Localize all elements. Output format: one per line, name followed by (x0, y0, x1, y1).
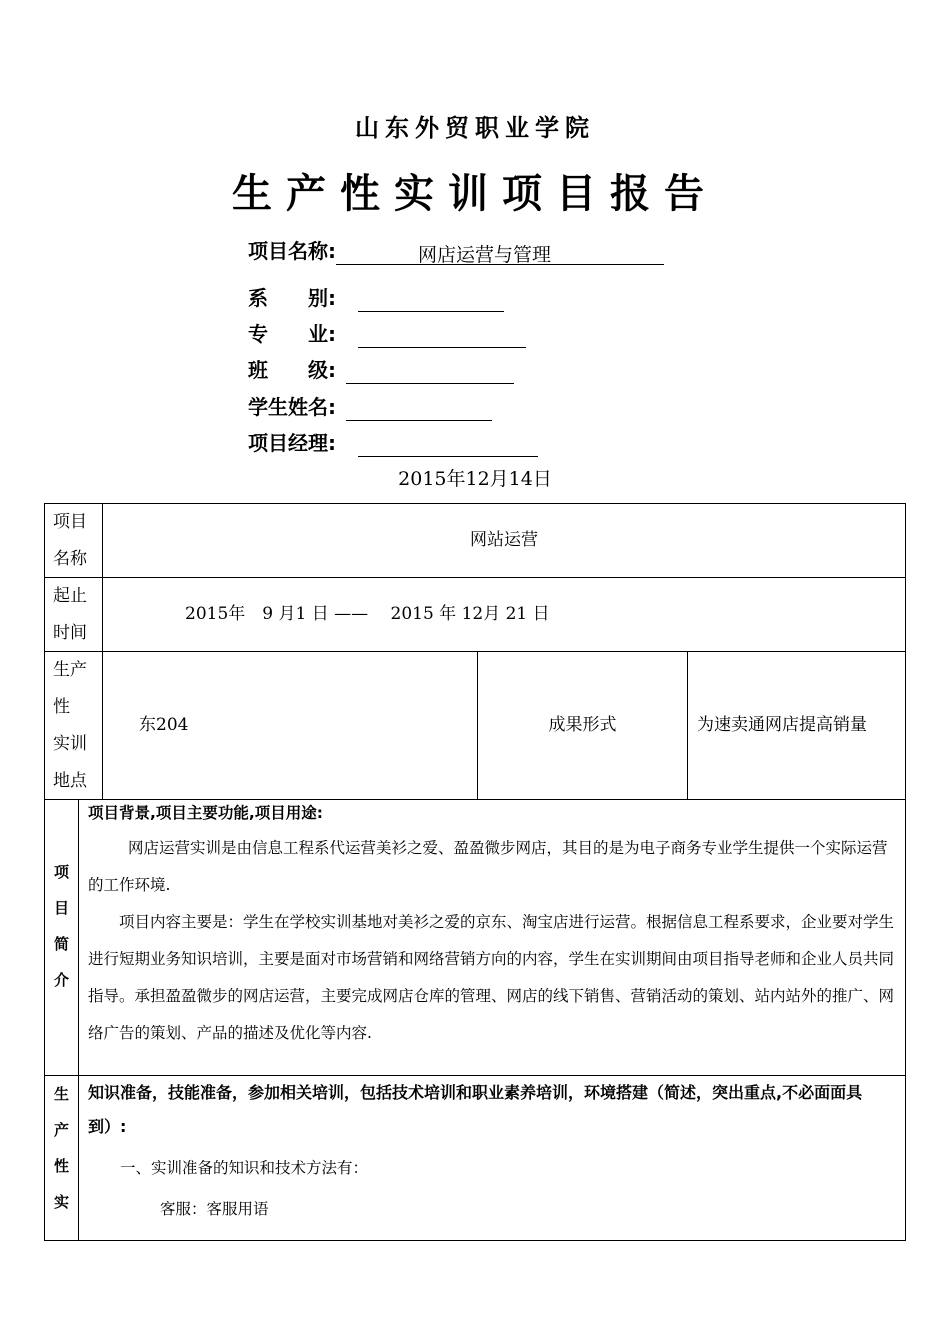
label-line: 名称 (53, 549, 87, 569)
label-char: 目 (53, 899, 69, 917)
field-project-manager (248, 429, 538, 457)
production-content (88, 1076, 898, 1240)
field-value (346, 396, 492, 421)
field-label: 项目名称: (248, 239, 336, 263)
field-label: 系 别: (248, 286, 336, 310)
field-student-name (248, 393, 492, 421)
project-intro-para2: 项目内容主要是：学生在学校实训基地对美衫之爱的京东、淘宝店进行运营。根据信息工程系要求，企业要对学生进行短期业务知识培训，主要是面对市场营销和网络营销方向的内容，学生在实训期间由项目指导老师和企业人员共同指导。承担盈盈微步的网店运营，主要完成网店仓库的管理、网店的线下销售、营销活动的策划、站内站外的推广、网络广告的策划、产品的描述及优化等内容. (88, 913, 895, 1042)
field-label: 班 级: (248, 358, 336, 382)
report-date: 2015年12月14日 (398, 468, 552, 490)
project-table (44, 503, 906, 1241)
field-value (358, 323, 526, 348)
field-major (248, 320, 526, 348)
label-line: 生产 (53, 660, 87, 680)
field-class (248, 356, 514, 384)
project-intro-label (45, 854, 78, 998)
field-label: 学生姓名: (248, 395, 336, 419)
project-name-value: 网站运营 (470, 530, 538, 550)
location-value: 东204 (139, 715, 189, 735)
label-line: 项目 (53, 512, 87, 532)
result-form-value: 为速卖通网店提高销量 (697, 715, 867, 735)
field-value: 网店运营与管理 (336, 241, 664, 265)
label-line: 地点 (53, 771, 87, 791)
label-char: 产 (53, 1121, 69, 1139)
project-name-label (45, 504, 102, 577)
location-label (45, 652, 102, 799)
label-line: 起止 (53, 586, 87, 606)
label-char: 项 (53, 863, 69, 881)
field-value (346, 359, 514, 384)
field-project-name (248, 237, 664, 265)
project-intro-heading: 项目背景,项目主要功能,项目用途: (88, 804, 323, 822)
field-value (358, 287, 504, 312)
result-form-label: 成果形式 (548, 715, 617, 735)
production-heading: 知识准备，技能准备，参加相关培训，包括技术培训和职业素养培训，环境搭建（简述，突出重点,不必面面具到）: (88, 1083, 863, 1136)
label-line: 性 (53, 697, 70, 717)
project-intro-para1: 网店运营实训是由信息工程系代运营美衫之爱、盈盈微步网店，其目的是为电子商务专业学生提供一个实际运营的工作环境. (88, 839, 888, 894)
field-department (248, 284, 504, 312)
label-line: 实训 (53, 734, 87, 754)
label-char: 简 (53, 935, 69, 953)
production-item1: 一、实训准备的知识和技术方法有： (120, 1159, 369, 1177)
production-item2: 客服：客服用语 (160, 1200, 269, 1218)
period-label (45, 578, 102, 651)
label-char: 生 (53, 1085, 69, 1103)
field-label: 专 业: (248, 322, 336, 346)
report-title: 生产性实训项目报告 (232, 171, 718, 217)
school-name: 山东外贸职业学院 (355, 114, 595, 142)
project-intro-content (88, 800, 898, 1075)
label-char: 性 (53, 1157, 69, 1175)
field-value (358, 432, 538, 457)
production-label (45, 1076, 78, 1220)
period-value: 2015年 9 月1 日 —— 2015 年 12月 21 日 (185, 604, 550, 624)
label-line: 时间 (53, 623, 87, 643)
field-label: 项目经理: (248, 431, 336, 455)
label-char: 介 (53, 971, 69, 989)
label-char: 实 (53, 1193, 69, 1211)
